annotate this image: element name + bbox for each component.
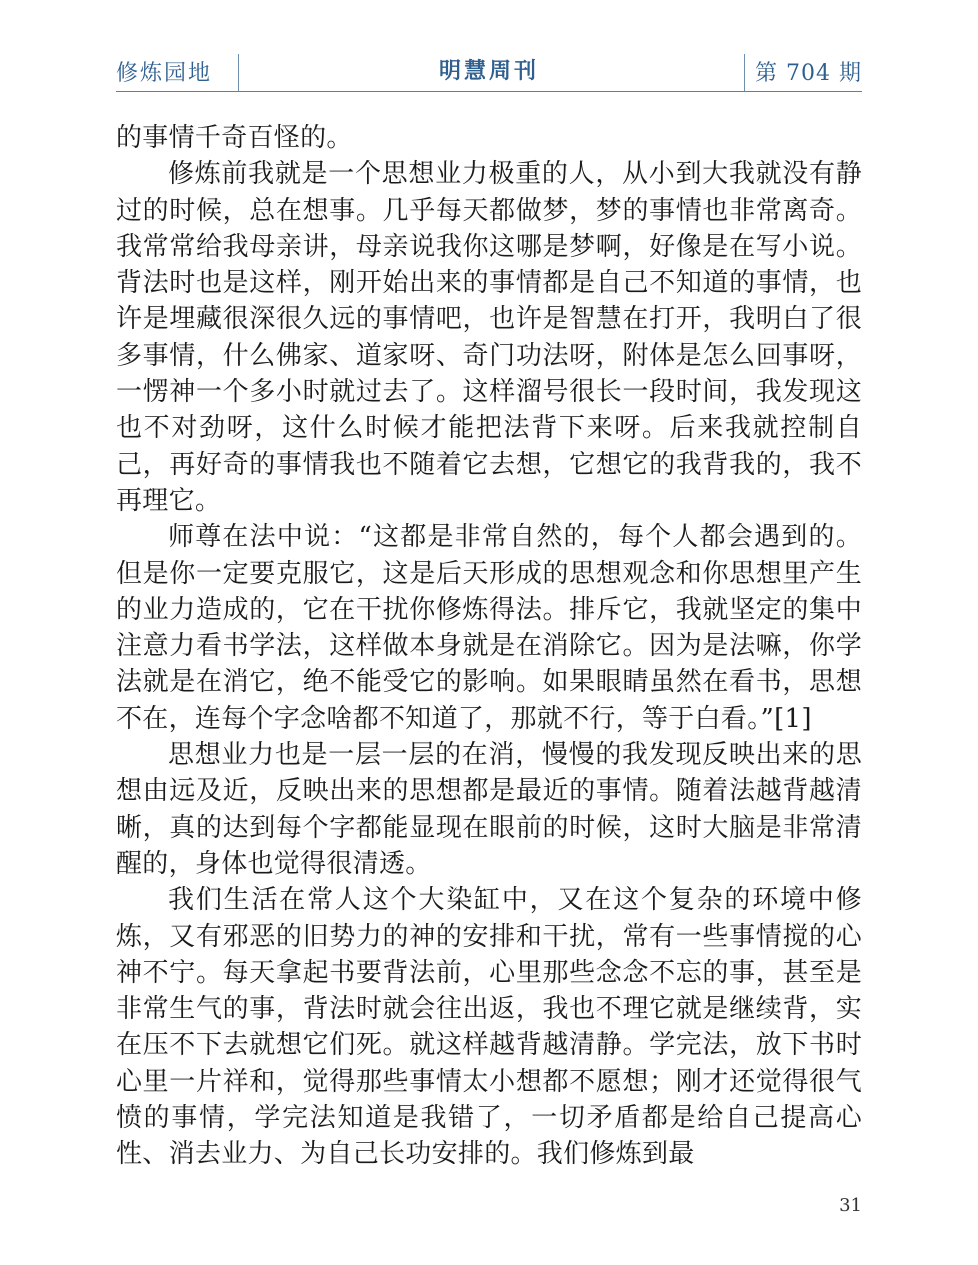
article-body: [116, 120, 862, 1173]
header-divider-right: [744, 54, 745, 92]
page-header: [116, 52, 862, 92]
header-rule: [116, 91, 862, 92]
issue-number: 第 704 期: [755, 61, 862, 86]
paragraph: 师尊在法中说：“这都是非常自然的，每个人都会遇到的。但是你一定要克服它，这是后天形成的思想观念和你思想里产生的业力造成的，它在干扰你修炼得法。排斥它，我就坚定的集中注意力看书学法，这样做本身就是在消除它。因为是法嘛，你学法就是在消它，绝不能受它的影响。如果眼睛虽然在看书，思想不在，连每个字念啥都不知道了，那就不行，等于白看。”[1]: [116, 522, 862, 734]
page-number: 31: [839, 1195, 862, 1216]
publication-title: 明慧周刊: [438, 58, 539, 84]
section-name: 修炼园地: [116, 61, 213, 86]
paragraph: 修炼前我就是一个思想业力极重的人，从小到大我就没有静过的时候，总在想事。几乎每天都做梦，梦的事情也非常离奇。我常常给我母亲讲，母亲说我你这哪是梦啊，好像是在写小说。背法时也是这样，刚开始出来的事情都是自己不知道的事情，也许是埋藏很深很久远的事情吧，也许是智慧在打开，我明白了很多事情，什么佛家、道家呀、奇门功法呀，附体是怎么回事呀，一愣神一个多小时就过去了。这样溜号很长一段时间，我发现这也不对劲呀，这什么时候才能把法背下来呀。后来我就控制自己，再好奇的事情我也不随着它去想，它想它的我背我的，我不再理它。: [116, 159, 862, 516]
paragraph: 我们生活在常人这个大染缸中，又在这个复杂的环境中修炼，又有邪恶的旧势力的神的安排和干扰，常有一些事情搅的心神不宁。每天拿起书要背法前，心里那些念念不忘的事，甚至是非常生气的事，背法时就会往出返，我也不理它就是继续背，实在压不下去就想它们死。就这样越背越清静。学完法，放下书时心里一片祥和，觉得那些事情太小想都不愿想；刚才还觉得很气愤的事情，学完法知道是我错了，一切矛盾都是给自己提高心性、消去业力、为自己长功安排的。我们修炼到最: [116, 885, 862, 1170]
paragraph: 的事情千奇百怪的。: [116, 123, 353, 153]
paragraph: 思想业力也是一层一层的在消，慢慢的我发现反映出来的思想由远及近，反映出来的思想都是最近的事情。随着法越背越清晰，真的达到每个字都能显现在眼前的时候，这时大脑是非常清醒的，身体也觉得很清透。: [116, 740, 862, 879]
